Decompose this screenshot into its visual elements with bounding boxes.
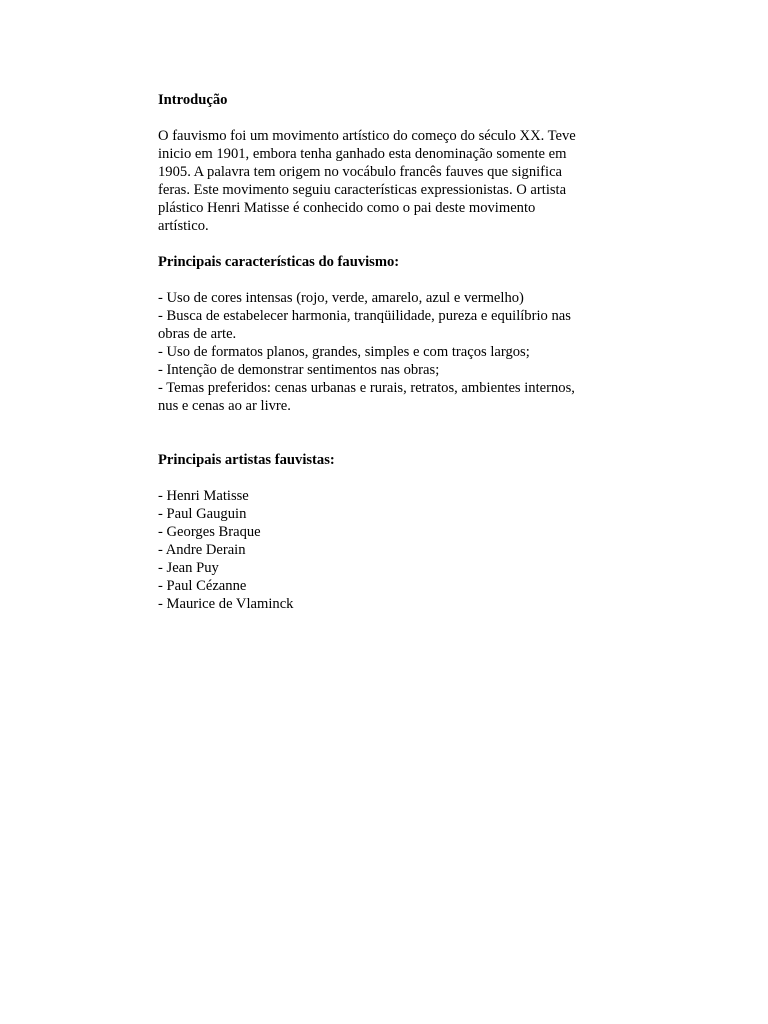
characteristics-line: nus e cenas ao ar livre. [158, 398, 291, 414]
artist-item: - Paul Gauguin [158, 506, 247, 522]
characteristics-line: obras de arte. [158, 326, 237, 342]
intro-line: feras. Este movimento seguiu características expressionistas. O artista [158, 182, 567, 198]
intro-line: artístico. [158, 218, 209, 234]
artist-item: - Maurice de Vlaminck [158, 596, 294, 612]
artists-list [158, 487, 618, 613]
characteristics-line: - Uso de cores intensas (rojo, verde, amarelo, azul e vermelho) [158, 290, 524, 306]
artist-item: - Georges Braque [158, 524, 261, 540]
artist-item: - Paul Cézanne [158, 578, 247, 594]
intro-line: inicio em 1901, embora tenha ganhado esta denominação somente em [158, 146, 567, 162]
document-body [158, 91, 618, 613]
intro-line: O fauvismo foi um movimento artístico do começo do século XX. Teve [158, 128, 576, 144]
intro-paragraph [158, 127, 618, 235]
intro-line: 1905. A palavra tem origem no vocábulo francês fauves que significa [158, 164, 563, 180]
characteristics-line: - Uso de formatos planos, grandes, simples e com traços largos; [158, 344, 530, 360]
spacer [158, 235, 618, 253]
characteristics-line: - Intenção de demonstrar sentimentos nas obras; [158, 362, 440, 378]
artist-item: - Henri Matisse [158, 488, 249, 504]
spacer [158, 469, 618, 487]
characteristics-line: - Temas preferidos: cenas urbanas e rurais, retratos, ambientes internos, [158, 380, 575, 396]
characteristics-list [158, 289, 618, 415]
characteristics-line: - Busca de estabelecer harmonia, tranqüilidade, pureza e equilíbrio nas [158, 308, 571, 324]
spacer [158, 109, 618, 127]
spacer [158, 415, 618, 451]
artists-heading: Principais artistas fauvistas: [158, 452, 335, 468]
intro-heading: Introdução [158, 92, 228, 108]
artist-item: - Andre Derain [158, 542, 246, 558]
intro-line: plástico Henri Matisse é conhecido como o pai deste movimento [158, 200, 536, 216]
spacer [158, 271, 618, 289]
artist-item: - Jean Puy [158, 560, 219, 576]
characteristics-heading: Principais características do fauvismo: [158, 254, 400, 270]
